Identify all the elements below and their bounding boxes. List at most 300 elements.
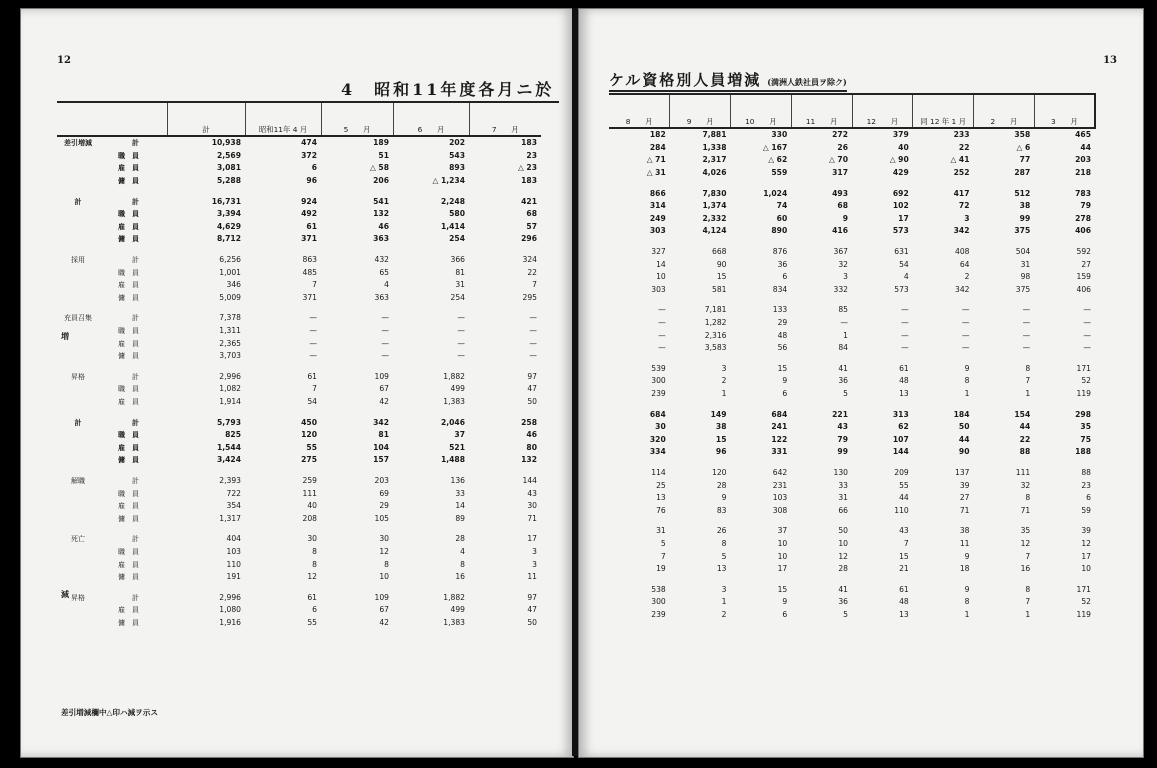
data-cell: 114 [651, 467, 666, 477]
data-cell: 13 [656, 493, 666, 503]
data-cell: 71 [527, 513, 537, 523]
table-row [57, 254, 541, 267]
data-cell: 74 [776, 201, 788, 211]
data-cell: 69 [379, 488, 389, 498]
data-cell: △ 167 [762, 142, 788, 152]
table-row [57, 292, 541, 305]
data-cell: 119 [1076, 388, 1091, 398]
row-category-label: 雇 員 [118, 502, 139, 511]
data-cell: △ 90 [889, 155, 909, 165]
row-spacer [609, 355, 1095, 363]
data-cell: 6 [782, 609, 788, 619]
data-cell: 450 [301, 417, 317, 427]
data-cell: 31 [838, 493, 848, 503]
data-cell: 8 [384, 559, 389, 569]
data-cell: 6 [311, 163, 317, 173]
row-label [57, 175, 167, 188]
table-row [609, 187, 1095, 200]
header-total: 計 [167, 102, 245, 136]
data-cell: 308 [772, 505, 788, 515]
side-label-increase: 増 [61, 331, 69, 341]
data-cell: 5 [721, 551, 727, 561]
data-cell: 692 [892, 188, 909, 198]
data-cell: 31 [656, 526, 666, 536]
data-cell: — [901, 343, 909, 353]
header-month-5: 5 月 [321, 102, 393, 136]
data-cell: 182 [649, 130, 666, 140]
header-month-1: 同 12 年 1 月 [913, 94, 974, 128]
data-cell: — [1022, 330, 1031, 340]
data-cell: 122 [771, 434, 788, 444]
data-cell: 54 [899, 259, 909, 269]
data-cell: 31 [455, 280, 465, 290]
data-cell: 55 [306, 442, 317, 452]
data-cell: △ 41 [950, 155, 970, 165]
data-cell: 825 [225, 430, 241, 440]
data-cell: 50 [527, 617, 537, 627]
table-row [609, 596, 1095, 609]
data-cell: 14 [656, 259, 666, 269]
data-cell: 3,703 [219, 351, 241, 361]
table-row [57, 383, 541, 396]
data-cell: 23 [1081, 480, 1091, 490]
data-cell: 41 [838, 584, 848, 594]
data-cell: 371 [302, 292, 317, 302]
data-cell: 90 [958, 447, 970, 457]
row-label [57, 500, 167, 513]
data-cell: 48 [899, 376, 909, 386]
data-cell: 367 [833, 247, 848, 257]
data-cell: 26 [837, 142, 848, 152]
table-row [609, 200, 1095, 213]
data-cell: 783 [1075, 188, 1091, 198]
data-cell: 3,394 [216, 209, 241, 219]
data-cell: 416 [832, 226, 848, 236]
table-row [57, 350, 541, 363]
data-cell: 2,393 [219, 475, 241, 485]
data-cell: 1,001 [219, 267, 241, 277]
data-cell: 51 [378, 150, 389, 160]
data-cell: 60 [776, 213, 788, 223]
data-cell: 13 [899, 388, 909, 398]
data-cell: 541 [373, 196, 389, 206]
table-row [57, 325, 541, 338]
data-cell: 573 [892, 226, 909, 236]
data-cell: 499 [450, 384, 465, 394]
data-cell: 22 [527, 267, 537, 277]
row-spacer [609, 238, 1095, 246]
data-cell: 295 [522, 292, 537, 302]
table-header-row-right [609, 94, 1095, 128]
data-cell: 330 [771, 130, 788, 140]
data-cell: 408 [955, 247, 970, 257]
data-cell: 183 [521, 176, 537, 186]
data-cell: — [840, 318, 848, 328]
data-cell: 133 [772, 305, 788, 315]
row-category-label: 職 員 [118, 210, 139, 219]
table-row [57, 266, 541, 279]
data-cell: 85 [838, 305, 848, 315]
data-cell: 30 [527, 501, 537, 511]
spacer-cell [609, 238, 1095, 246]
data-cell: 3 [843, 272, 848, 282]
table-row [609, 317, 1095, 330]
table-row [609, 433, 1095, 446]
data-cell: 7,378 [219, 313, 241, 323]
data-cell: 21 [899, 564, 909, 574]
data-cell: 144 [892, 447, 909, 457]
data-cell: 12 [1081, 538, 1091, 548]
data-cell: 313 [892, 409, 909, 419]
data-cell: 722 [226, 488, 241, 498]
table-row [57, 416, 541, 429]
data-cell: 417 [953, 188, 970, 198]
data-cell: 2,317 [702, 155, 727, 165]
row-spacer [609, 575, 1095, 583]
data-cell: 15 [777, 584, 788, 594]
row-category-label: 職 員 [118, 151, 139, 160]
table-row [609, 467, 1095, 480]
data-cell: 331 [771, 447, 788, 457]
data-cell: 109 [374, 592, 389, 602]
data-cell: 1,383 [443, 617, 465, 627]
data-cell: 38 [959, 526, 970, 536]
data-cell: 924 [301, 196, 317, 206]
row-group-label: 昇格 [71, 372, 85, 381]
table-row [609, 421, 1095, 434]
table-row [609, 225, 1095, 238]
data-cell: 137 [955, 467, 970, 477]
data-cell: — [529, 326, 537, 336]
data-cell: 334 [649, 447, 666, 457]
row-category-label: 傭 員 [118, 573, 139, 582]
data-cell: 3 [532, 559, 537, 569]
data-cell: 72 [958, 201, 970, 211]
data-cell: 300 [651, 376, 666, 386]
side-label-decrease: 減 [61, 589, 69, 599]
data-cell: 9 [964, 363, 970, 373]
data-cell: 254 [450, 292, 465, 302]
data-cell: 33 [455, 488, 465, 498]
row-label [57, 617, 167, 630]
data-cell: 149 [710, 409, 727, 419]
data-cell: 22 [1019, 434, 1031, 444]
data-cell: 56 [777, 343, 788, 353]
data-cell: 111 [1015, 467, 1031, 477]
data-cell: 16 [1020, 564, 1031, 574]
data-cell: 642 [772, 467, 788, 477]
data-cell: 492 [301, 209, 317, 219]
data-cell: 573 [894, 284, 909, 294]
table-row [57, 512, 541, 525]
data-cell: 39 [959, 480, 970, 490]
data-cell: 30 [379, 534, 389, 544]
data-cell: 27 [959, 493, 970, 503]
table-row [57, 162, 541, 175]
data-cell: 6 [1086, 493, 1091, 503]
data-cell: 48 [777, 330, 788, 340]
data-cell: 97 [527, 371, 537, 381]
data-cell: 320 [649, 434, 666, 444]
data-cell: 102 [892, 201, 909, 211]
row-spacer [609, 400, 1095, 408]
data-cell: 7 [532, 280, 537, 290]
table-row [609, 154, 1095, 167]
row-group-label: 差引増減 [64, 139, 92, 148]
spacer-cell [57, 467, 541, 475]
data-cell: 8 [721, 538, 727, 548]
table-row [57, 312, 541, 325]
row-label [57, 136, 167, 150]
data-cell: 893 [449, 163, 465, 173]
data-cell: 4 [460, 546, 465, 556]
data-cell: 239 [651, 609, 666, 619]
data-cell: 10,938 [211, 138, 241, 148]
data-cell: 17 [1081, 551, 1091, 561]
data-cell: 1 [964, 388, 970, 398]
data-cell: 208 [302, 513, 317, 523]
row-category-label: 職 員 [118, 431, 139, 440]
data-cell: 218 [1075, 168, 1091, 178]
data-cell: 47 [527, 384, 537, 394]
data-cell: 202 [449, 138, 465, 148]
data-cell: 4,124 [702, 226, 727, 236]
data-cell: 88 [1081, 467, 1091, 477]
spacer-cell [57, 187, 541, 195]
header-month-10: 10 月 [731, 94, 792, 128]
data-cell: 3 [721, 363, 727, 373]
row-category-label: 雇 員 [118, 339, 139, 348]
data-cell: 171 [1076, 584, 1091, 594]
data-cell: 136 [450, 475, 465, 485]
data-cell: 5,288 [216, 176, 241, 186]
data-cell: 1,916 [219, 617, 241, 627]
data-cell: — [1083, 305, 1091, 315]
table-row [609, 167, 1095, 180]
data-cell: 346 [226, 280, 241, 290]
data-cell: 55 [899, 480, 909, 490]
data-cell: 109 [374, 371, 389, 381]
data-cell: — [309, 313, 317, 323]
row-category-label: 計 [132, 372, 139, 381]
data-cell: 171 [1076, 363, 1091, 373]
data-cell: 5 [660, 538, 666, 548]
data-cell: 79 [1080, 201, 1091, 211]
data-cell: 5 [843, 609, 848, 619]
data-cell: 35 [1080, 422, 1091, 432]
data-cell: 7,830 [702, 188, 727, 198]
right-page [578, 8, 1144, 758]
row-label [57, 325, 167, 338]
data-cell: 76 [656, 505, 666, 515]
data-cell: 50 [527, 396, 537, 406]
row-label [57, 512, 167, 525]
row-label [57, 441, 167, 454]
data-cell: 300 [651, 597, 666, 607]
data-cell: 15 [715, 434, 727, 444]
table-row [609, 550, 1095, 563]
data-cell: 9 [782, 597, 788, 607]
table-row [609, 504, 1095, 517]
data-cell: 8 [460, 559, 465, 569]
data-cell: 7 [1025, 376, 1031, 386]
data-cell: △ 70 [828, 155, 848, 165]
data-cell: 16 [455, 572, 465, 582]
row-category-label: 傭 員 [118, 352, 139, 361]
data-cell: △ 58 [369, 163, 389, 173]
row-category-label: 計 [132, 314, 139, 323]
data-cell: 512 [1014, 188, 1031, 198]
row-label [57, 350, 167, 363]
table-row [57, 429, 541, 442]
data-cell: 9 [964, 551, 970, 561]
data-cell: 61 [899, 584, 909, 594]
data-cell: 6 [782, 272, 788, 282]
data-cell: — [309, 338, 317, 348]
row-label [57, 571, 167, 584]
data-cell: 278 [1075, 213, 1091, 223]
left-page [20, 8, 574, 758]
data-cell: 84 [838, 343, 848, 353]
data-cell: 1,082 [219, 384, 241, 394]
data-cell: 249 [649, 213, 666, 223]
table-row [609, 246, 1095, 259]
data-cell: 7 [903, 538, 909, 548]
data-cell: 10 [1081, 564, 1091, 574]
data-cell: 1 [843, 330, 848, 340]
table-row [57, 396, 541, 409]
row-label [57, 533, 167, 546]
data-cell: 342 [373, 417, 389, 427]
row-label [57, 558, 167, 571]
data-cell: 2 [964, 272, 970, 282]
data-cell: — [1022, 305, 1031, 315]
data-cell: 110 [894, 505, 909, 515]
data-cell: 834 [772, 284, 788, 294]
data-cell: 12 [307, 572, 317, 582]
table-row [57, 441, 541, 454]
table-title-right [609, 69, 847, 92]
row-group-label: 昇格 [71, 593, 85, 602]
data-cell: — [381, 326, 389, 336]
row-category-label: 計 [132, 256, 139, 265]
data-cell: 36 [777, 259, 788, 269]
data-cell: 11 [959, 538, 970, 548]
data-cell: 1,488 [440, 455, 465, 465]
data-cell: — [529, 351, 537, 361]
data-cell: 7,181 [704, 305, 727, 315]
data-cell: △ 62 [768, 155, 788, 165]
data-cell: 5,793 [216, 417, 241, 427]
table-row [57, 371, 541, 384]
data-cell: 372 [301, 150, 317, 160]
table-row [609, 609, 1095, 622]
table-row [609, 525, 1095, 538]
data-cell: 120 [301, 430, 317, 440]
row-label [57, 221, 167, 234]
data-cell: 254 [449, 234, 465, 244]
data-cell: 4 [903, 272, 909, 282]
data-cell: 12 [379, 546, 389, 556]
table-row [609, 213, 1095, 226]
spacer-cell [609, 517, 1095, 525]
data-cell: 6,256 [219, 255, 241, 265]
row-spacer [609, 296, 1095, 304]
spacer-cell [609, 459, 1095, 467]
data-cell: — [658, 343, 666, 353]
data-cell: 9 [782, 376, 788, 386]
spacer-cell [57, 304, 541, 312]
data-cell: 2,365 [219, 338, 241, 348]
data-cell: 2 [721, 376, 727, 386]
data-cell: 1 [964, 609, 970, 619]
row-spacer [609, 179, 1095, 187]
data-cell: 59 [1081, 505, 1091, 515]
row-group-label: 計 [74, 197, 82, 206]
data-cell: 6 [782, 388, 788, 398]
data-cell: 890 [771, 226, 788, 236]
data-cell: 231 [772, 480, 788, 490]
data-cell: — [457, 338, 465, 348]
header-stub [57, 102, 167, 136]
spacer-cell [57, 363, 541, 371]
data-cell: — [381, 313, 389, 323]
data-cell: 16,731 [211, 196, 241, 206]
row-group-label: 死亡 [71, 535, 85, 544]
data-cell: 10 [656, 272, 666, 282]
spacer-cell [57, 525, 541, 533]
data-cell: 37 [454, 430, 465, 440]
data-cell: 371 [301, 234, 317, 244]
data-cell: 275 [301, 455, 317, 465]
spacer-cell [609, 296, 1095, 304]
data-cell: 188 [1075, 447, 1091, 457]
data-cell: 1,024 [763, 188, 788, 198]
row-category-label: 職 員 [118, 489, 139, 498]
data-cell: 580 [449, 209, 465, 219]
data-cell: 258 [521, 417, 537, 427]
data-cell: 17 [898, 213, 909, 223]
data-cell: 324 [522, 255, 537, 265]
row-spacer [57, 363, 541, 371]
data-cell: 8 [1025, 363, 1031, 373]
header-month-3: 3 月 [1034, 94, 1095, 128]
table-row [57, 571, 541, 584]
row-category-label: 雇 員 [118, 222, 139, 231]
data-cell: 1,338 [702, 142, 727, 152]
footnote: 差引増減欄中△印ハ減ヲ示ス [61, 708, 158, 717]
table-row [609, 583, 1095, 596]
spacer-cell [609, 400, 1095, 408]
table-row [609, 479, 1095, 492]
data-cell: 88 [1019, 447, 1031, 457]
data-cell: 36 [838, 597, 848, 607]
data-cell: 46 [378, 221, 389, 231]
data-cell: 105 [374, 513, 389, 523]
table-row [57, 500, 541, 513]
data-cell: 287 [1014, 168, 1031, 178]
data-cell: — [1022, 343, 1031, 353]
spacer-cell [609, 355, 1095, 363]
table-row [57, 337, 541, 350]
data-cell: 29 [777, 318, 788, 328]
data-cell: 3 [721, 584, 727, 594]
data-cell: 12 [838, 551, 848, 561]
data-cell: 81 [455, 267, 465, 277]
row-label [57, 383, 167, 396]
data-cell: △ 71 [646, 155, 666, 165]
data-cell: 429 [892, 168, 909, 178]
